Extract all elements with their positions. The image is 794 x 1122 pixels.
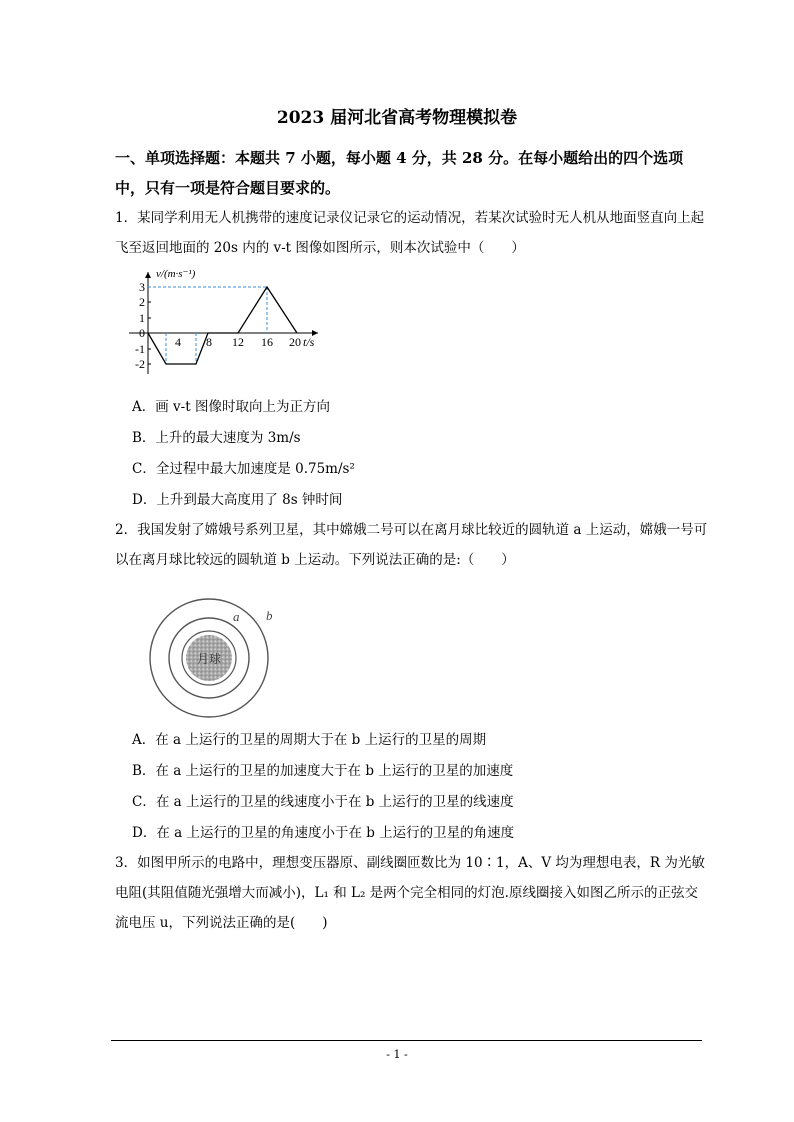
y-axis-label: v/(m·s⁻¹) xyxy=(156,268,196,280)
question-3-stem: 3．如图甲所示的电路中，理想变压器原、副线圈匝数比为 10∶1，A、V 均为理想电表，R 为光敏电阻(其阻值随光强增大而减小)，L₁ 和 L₂ 是两个完全相同的灯泡.原线圈接入如图乙所示的正弦交流电压 u，下列说法正确的是( ) xyxy=(115,855,705,931)
moon-label: 月球 xyxy=(196,652,222,666)
x-tick-label: 12 xyxy=(232,335,244,349)
section-header: 一、单项选择题：本题共 7 小题，每小题 4 分，共 28 分。在每小题给出的四个选项中，只有一项是符合题目要求的。 xyxy=(115,149,684,197)
orbit-b-label: b xyxy=(266,608,273,623)
question-2-stem: 2．我国发射了嫦娥号系列卫星，其中嫦娥二号可以在离月球比较近的圆轨道 a 上运动，嫦娥一号可以在离月球比较远的圆轨道 b 上运动。下列说法正确的是:（ ） xyxy=(115,522,708,568)
x-tick-label: 4 xyxy=(175,335,181,349)
y-tick-label: 2 xyxy=(139,295,145,309)
footer-divider xyxy=(111,1040,702,1041)
q1-option-b: B．上升的最大速度为 3m/s xyxy=(132,430,301,446)
y-tick-label: -2 xyxy=(135,357,145,371)
x-tick-label: 16 xyxy=(261,335,273,349)
y-tick-label: -1 xyxy=(135,342,145,356)
page-number: - 1 - xyxy=(386,1048,408,1061)
y-tick-label: 3 xyxy=(139,280,145,294)
page-title: 2023 届河北省高考物理模拟卷 xyxy=(276,108,518,128)
orbit-figure xyxy=(145,595,295,725)
vt-graph xyxy=(125,262,325,387)
q1-option-a: A．画 v-t 图像时取向上为正方向 xyxy=(132,399,330,415)
question-1-stem: 1．某同学利用无人机携带的速度记录仪记录它的运动情况，若某次试验时无人机从地面竖直向上起飞至返回地面的 20s 内的 v-t 图像如图所示，则本次试验中（ ） xyxy=(115,210,705,256)
y-tick-label: 1 xyxy=(139,311,145,325)
q1-option-c: C．全过程中最大加速度是 0.75m/s² xyxy=(132,461,355,477)
velocity-curve xyxy=(148,287,297,364)
q2-option-b: B．在 a 上运行的卫星的加速度大于在 b 上运行的卫星的加速度 xyxy=(132,763,514,779)
x-tick-label: 20 xyxy=(289,335,301,349)
x-axis-label: t/s xyxy=(303,335,315,349)
x-tick-label: 8 xyxy=(206,335,212,349)
origin-label: 0 xyxy=(139,326,145,340)
q2-option-a: A．在 a 上运行的卫星的周期大于在 b 上运行的卫星的周期 xyxy=(132,732,487,748)
q2-option-c: C．在 a 上运行的卫星的线速度小于在 b 上运行的卫星的线速度 xyxy=(132,794,514,810)
q2-option-d: D．在 a 上运行的卫星的角速度小于在 b 上运行的卫星的角速度 xyxy=(132,825,515,841)
orbit-a-label: a xyxy=(233,609,240,624)
q1-option-d: D．上升到最大高度用了 8s 钟时间 xyxy=(132,492,343,508)
